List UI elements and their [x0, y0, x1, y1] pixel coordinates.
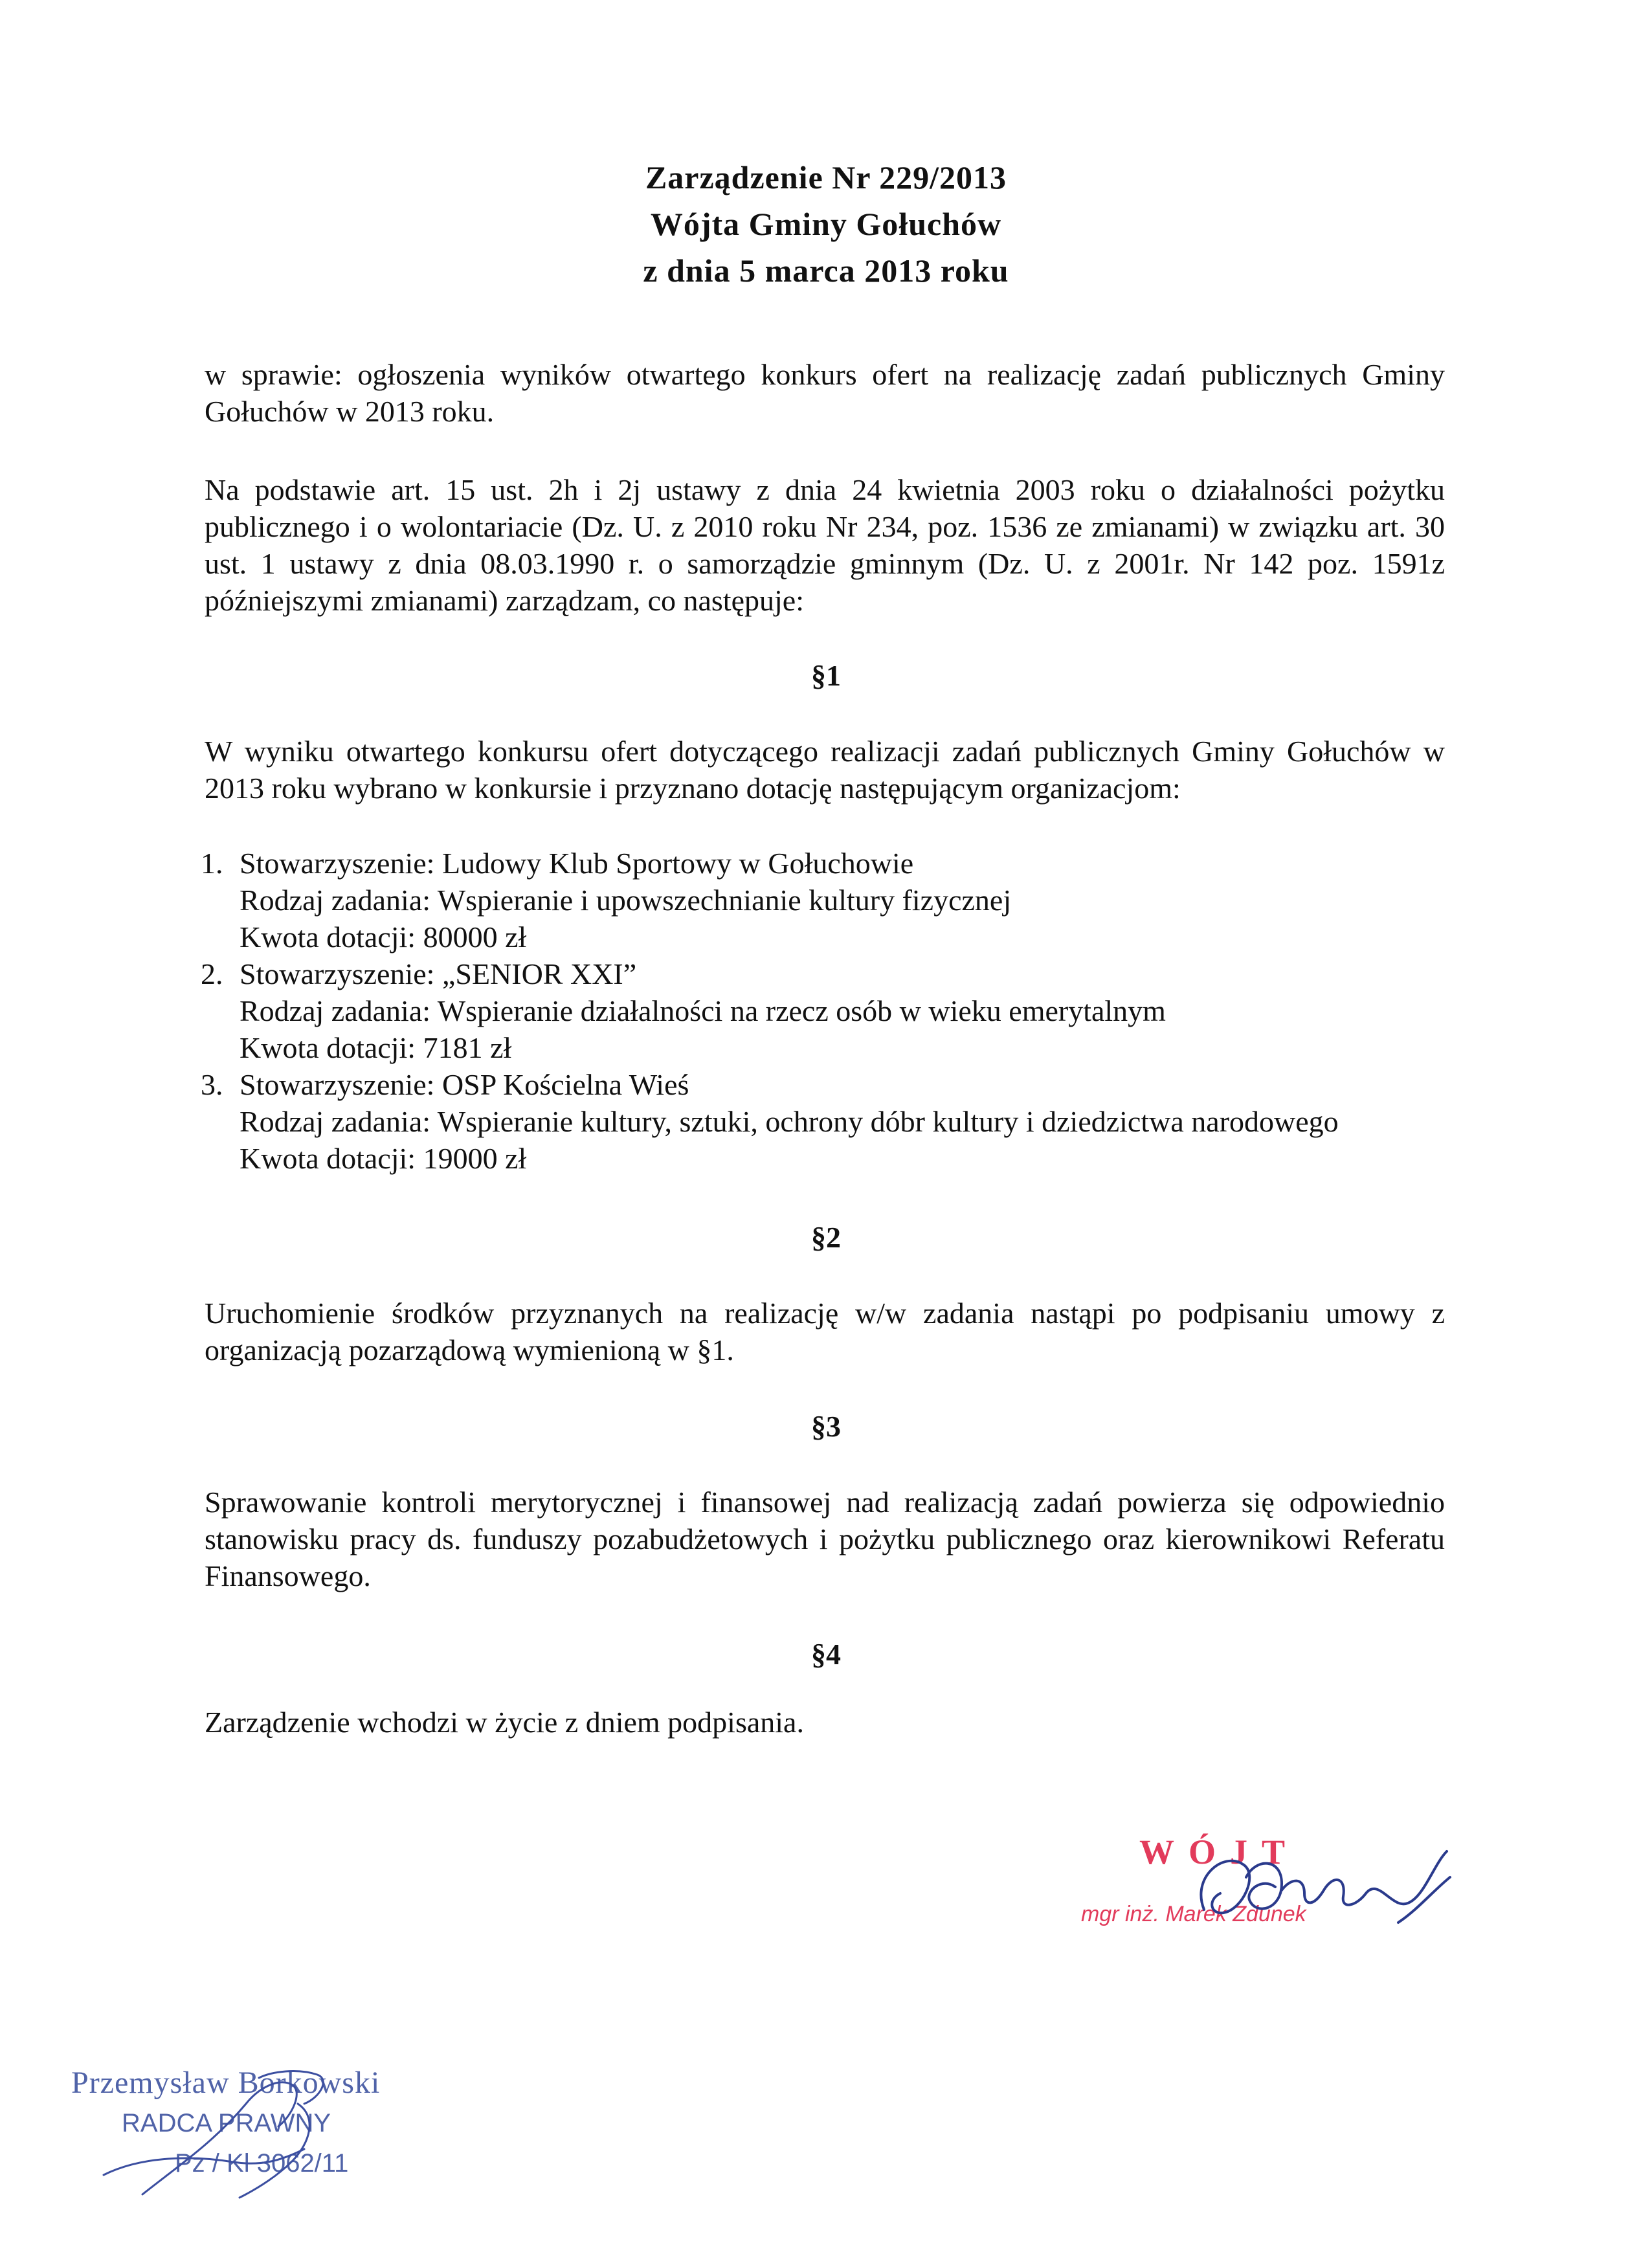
header-issuer: Wójta Gminy Gołuchów [650, 206, 1002, 242]
legal-counsel-stamp [65, 2065, 427, 2207]
stamp-signature-scribble [65, 2065, 427, 2207]
header-ordinance-number: Zarządzenie Nr 229/2013 [645, 159, 1007, 195]
stamp-name: Przemysław Borkowski [71, 2066, 381, 2100]
stamp-title: RADCA PRAWNY [122, 2109, 331, 2137]
section-1-mark: §1 [811, 659, 841, 692]
section-3-mark: §3 [811, 1410, 841, 1443]
list-item [194, 955, 1457, 1066]
list-item-amount: Kwota dotacji: 7181 zł [240, 1031, 512, 1064]
list-item [194, 1066, 1457, 1177]
list-item-amount: Kwota dotacji: 19000 zł [240, 1142, 527, 1175]
section-2-mark: §2 [811, 1221, 841, 1254]
section-2-text: Uruchomienie środków przyznanych na realizację w/w zadania nastąpi po podpisaniu umowy z organizacją pozarządową wymienioną w §1. [205, 1297, 1445, 1366]
mayor-signature-stamp [1075, 1832, 1437, 1948]
stamp-registry-number: Pz / Kl 3062/11 [175, 2149, 349, 2178]
list-item-association: Stowarzyszenie: OSP Kościelna Wieś [240, 1068, 689, 1101]
list-item-task: Rodzaj zadania: Wspieranie działalności na rzecz osób w wieku emerytalnym [240, 994, 1166, 1027]
signature-name: mgr inż. Marek Zdunek [1081, 1902, 1306, 1926]
list-item-amount: Kwota dotacji: 80000 zł [240, 920, 527, 953]
list-item [194, 845, 1457, 955]
section-4-text: Zarządzenie wchodzi w życie z dniem podpisania. [205, 1706, 804, 1739]
handwritten-signature [1185, 1838, 1457, 1942]
subject-paragraph: w sprawie: ogłoszenia wyników otwartego konkurs ofert na realizację zadań publicznych Gminy Gołuchów w 2013 roku. [205, 358, 1445, 428]
list-item-task: Rodzaj zadania: Wspieranie kultury, sztuki, ochrony dóbr kultury i dziedzictwa narodowego [240, 1105, 1339, 1138]
legal-basis-paragraph: Na podstawie art. 15 ust. 2h i 2j ustawy z dnia 24 kwietnia 2003 roku o działalności pożytku publicznego i o wolontariacie (Dz. U. z 2010 roku Nr 234, poz. 1536 ze zmianami) w związku art. 30 ust. 1 ustawy z dnia 08.03.1990 r. o samorządzie gminnym (Dz. U. z 2001r. Nr 142 poz. 1591z późniejszymi zmianami) zarządzam, co następuje: [205, 473, 1445, 617]
document-header [0, 154, 1652, 294]
grant-list [194, 845, 1457, 1177]
section-4-mark: §4 [811, 1638, 841, 1671]
list-item-number: 3. [201, 1068, 223, 1101]
section-3-text: Sprawowanie kontroli merytorycznej i finansowej nad realizacją zadań powierza się odpowiednio stanowisku pracy ds. funduszy pozabudżetowych i pożytku publicznego oraz kierownikowi Referatu Finansowego. [205, 1486, 1445, 1592]
list-item-number: 2. [201, 957, 223, 990]
section-1-text: W wyniku otwartego konkursu ofert dotyczącego realizacji zadań publicznych Gminy Gołuchów w 2013 roku wybrano w konkursie i przyznano dotację następującym organizacjom: [205, 735, 1445, 805]
list-item-association: Stowarzyszenie: „SENIOR XXI” [240, 957, 637, 990]
header-date: z dnia 5 marca 2013 roku [643, 252, 1009, 289]
list-item-task: Rodzaj zadania: Wspieranie i upowszechnianie kultury fizycznej [240, 884, 1012, 917]
list-item-number: 1. [201, 847, 223, 880]
list-item-association: Stowarzyszenie: Ludowy Klub Sportowy w Gołuchowie [240, 847, 914, 880]
signature-title: WÓJT [1139, 1833, 1300, 1871]
